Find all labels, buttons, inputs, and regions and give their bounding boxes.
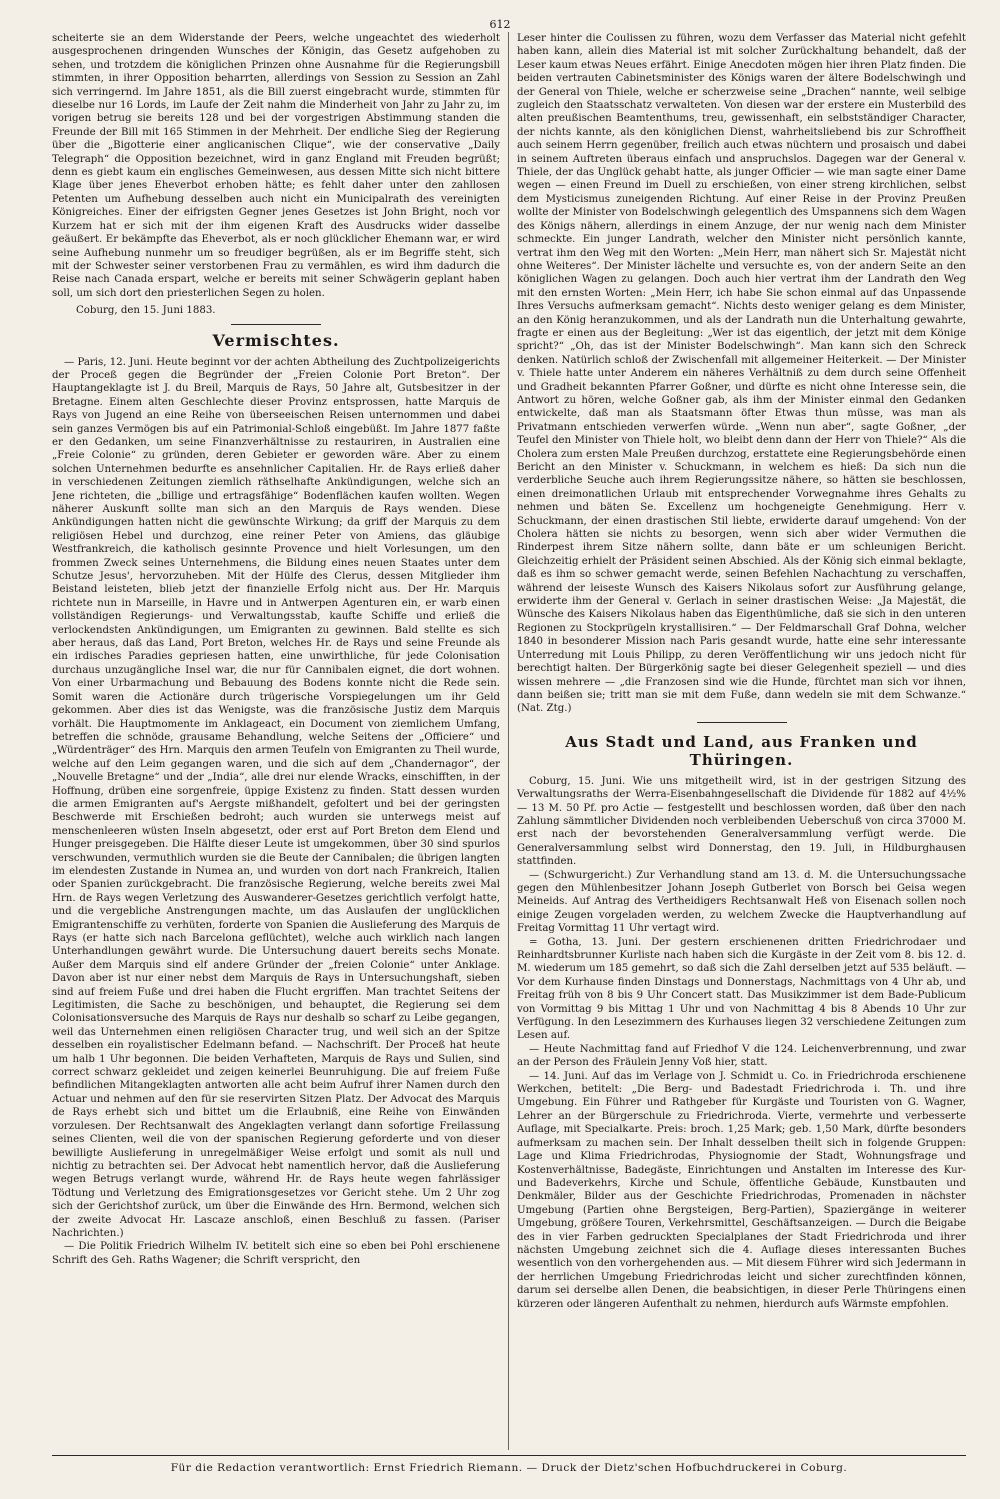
article-gotha: = Gotha, 13. Juni. Der gestern erschienenen dritten Friedrichrodaer und Reinhardtsbrunner Kurliste nach haben sich die Kurgäste in der Zeit vom 8. bis 12. d. M. wiederum um 185 gemehrt, so daß sich die Zahl derselben jetzt auf 535 beläuft. — Vor dem Kurhause finden Dinstags und Donnerstags, Nachmittags von 4 Uhr ab, und Freitag früh von 8 bis 9 Uhr Concert statt. Das Musikzimmer ist dem Bade-Publicum von Vormittag 9 bis Mittag 1 Uhr und von Nachmittag 4 bis 8 Abends 10 Uhr zur Verfügung. In den Lesezimmern des Kurhauses liegen 32 verschiedene Zeitungen zum Lesen auf. bbox=[517, 936, 966, 1042]
imprint-footer: Für die Redaction verantwortlich: Ernst Friedrich Riemann. — Druck der Dietz'schen Hofbuchdruckerei in Coburg. bbox=[170, 1462, 848, 1474]
footer-divider bbox=[52, 1455, 966, 1456]
article-lords-bill: scheiterte sie an dem Widerstande der Peers, welche ungeachtet des wiederholt ausgesprochenen dringenden Wunsches der Königin, das Gesetz aufgehoben zu sehen, und trotzdem die königlichen Prinzen ohne Ausnahme für die Regierungsbill stimmten, in ihrer Opposition beharrten, allerdings von Session zu Session an Zahl sich verringernd. Im Jahre 1851, als die Bill zuerst eingebracht wurde, stimmten für dieselbe nur 16 Lords, im Laufe der Zeit nahm die Minderheit von Jahr zu Jahr zu, im vorigen betrug sie bereits 128 und bei der vorgestrigen Abstimmung standen die Freunde der Bill mit 165 Stimmen in der Mehrheit. Der endliche Sieg der Regierung über die „Bigotterie einer anglicanischen Clique“, wie der conservative „Daily Telegraph“ die Opposition bezeichnet, wird in ganz England mit Freuden begrüßt; denn es giebt kaum ein englisches Gemeinwesen, aus dessen Mitte sich nicht bittere Klage über jenes Eheverbot erhoben hätte; es fehlt daher unter den zahllosen Petenten um Aufhebung desselben auch nicht ein Municipalrath des vereinigten Königreiches. Einer der eifrigsten Gegner jenes Gesetzes ist John Bright, noch vor Kurzem hat er sich mit der ihm eigenen Kraft des Ausdrucks wider dasselbe geäußert. Er bekämpfte das Eheverbot, als er noch glücklicher Ehemann war, er wird seine Aufhebung nunmehr um so freudiger begrüßen, als er im Begriffe steht, sich mit der Schwester seiner verstorbenen Frau zu vermählen, es wird ihm dadurch die Reise nach Canada erspart, welche er bereits mit seiner Schwägerin geplant haben soll, um sich dort den priesterlichen Segen zu holen. bbox=[52, 33, 500, 299]
article-anecdotes: Leser hinter die Coulissen zu führen, wozu dem Verfasser das Material nicht gefehlt haben kann, allein dies Material ist mit solcher Zurückhaltung behandelt, daß der Leser kaum etwas Neues erfährt. Einige Anecdoten mögen hier ihren Platz finden. Die beiden vertrauten Cabinetsminister des Königs waren der ältere Bodelschwingh und der General von Thiele, welche er scherzweise seine „Drachen“ nannte, weil selbige zugleich den Staatsschatz verwalteten. Von diesen war der erstere ein Musterbild des alten preußischen Beamtenthums, treu, gewissenhaft, ein selbstständiger Character, der nichts kannte, als den königlichen Dienst, wahrheitsliebend bis zur Schroffheit auch seinem Herrn gegenüber, freilich auch etwas nüchtern und prosaisch und dabei in seinem Auftreten überaus einfach und anspruchslos. Dagegen war der General v. Thiele, der das Unglück gehabt hatte, als junger Officier — wie man sagte einer Dame wegen — einen Freund im Duell zu erschießen, von einer streng kirchlichen, selbst dem Mysticismus zuneigenden Richtung. Auf einer Reise in der Provinz Preußen wollte der Minister von Bodelschwingh gelegentlich des Umspannens sich dem Wagen des Königs nähern, allerdings in einem Anzuge, der nur wenig nach dem Minister schmeckte. Ein junger Landrath, welcher den Minister nicht persönlich kannte, vertrat ihm den Weg mit den Worten: „Mein Herr, man nähert sich Sr. Majestät nicht ohne Weiteres“. Der Minister lächelte und versuchte es, von der andern Seite an den königlichen Wagen zu gelangen. Doch auch hier vertrat ihm der Landrath den Weg mit den ernsten Worten: „Mein Herr, ich habe Sie schon einmal auf das Unpassende Ihres Versuchs aufmerksam gemacht“. Nichts desto weniger gelang es dem Minister, an den König heranzukommen, und als der Landrath nun die Unterhaltung gewahrte, fragte er einen aus der Begleitung: „Wer ist das eigentlich, der jetzt mit dem Könige spricht?“ „Oh, das ist der Minister Bodelschwingh“. Man kann sich den Schreck denken. Natürlich schloß der Zwischenfall mit allgemeiner Heiterkeit. — Der Minister v. Thiele hatte unter Anderem ein näheres Verhältniß zu dem durch seine Offenheit und Gradheit bekannten Pfarrer Goßner, und dürfte es nicht ohne Interesse sein, die Antwort zu hören, welche Goßner gab, als ihm der Minister einmal den Gedanken entwickelte, daß man als Staatsmann öfter Etwas thun müsse, was man als Privatmann entschieden verwerfen würde. „Wenn nun aber“, sagte Goßner, „der Teufel den Minister von Thiele holt, wo bleibt denn dann der Herr von Thiele?“ Als die Cholera zum ersten Male Preußen durchzog, erstattete eine Regierungsbehörde einen Bericht an den Minister v. Schuckmann, in welchem es hieß: Da sich nun die verderbliche Seuche auch ihrem Regierungssitze nähere, so hätten sie beschlossen, einen dreimonatlichen Urlaub mit entsprechender Vorwegnahme ihres Gehalts zu nehmen und bäten Se. Excellenz um hochgeneigte Genehmigung. Herr v. Schuckmann, der einen drastischen Stil liebte, erwiderte darauf umgehend: Von der Cholera hätten sie nichts zu besorgen, wenn sich aber wider Vermuthen die Rinderpest ihrem Sitze nähern sollte, dann bäte er um schleunigen Bericht. Gleichzeitig erhielt der Präsident seinen Abschied. Als der König sich einmal beklagte, daß es ihm so schwer gemacht werde, seinen Befehlen Nachachtung zu verschaffen, während der leiseste Wunsch des Kaisers Nikolaus sofort zur Ausführung gelange, erwiderte ihm der General v. Gerlach in seiner drastischen Weise: „Ja Majestät, die Wünsche des Kaisers Nikolaus haben das Eigenthümliche, daß sie sich in den unteren Regionen zu Stockprügeln krystallisiren.“ — Der Feldmarschall Graf Dohna, welcher 1840 in besonderer Mission nach Paris gesandt wurde, hatte eine sehr interessante Unterredung mit Louis Philipp, zu deren Veröffentlichung wir uns jedoch nicht für berechtigt halten. Der Bürgerkönig sagte bei dieser Gelegenheit speziell — und dies wissen mehrere — „die Franzosen sind wie die Hunde, fürchtet man sich vor ihnen, dann beißen sie; tritt man sie mit dem Fuße, dann wedeln sie mit dem Schwanze.“ (Nat. Ztg.) bbox=[517, 33, 966, 715]
section-heading-vermischtes: Vermischtes. bbox=[212, 330, 340, 350]
article-leichenverbrennung: — Heute Nachmittag fand auf Friedhof V die 124. Leichenverbrennung, und zwar an der Person des Fräulein Jenny Voß hier, statt. bbox=[517, 1043, 966, 1069]
page-number: 612 bbox=[489, 18, 511, 31]
article-paris-trial: — Paris, 12. Juni. Heute beginnt vor der achten Abtheilung des Zuchtpolizeigerichts der Proceß gegen die Begründer der „Freien Colonie Port Breton“. Der Hauptangeklagte ist J. du Breil, Marquis de Rays, 50 Jahre alt, Gutsbesitzer in der Bretagne. Einem alten Geschlechte dieser Provinz entsprossen, hatte Marquis de Rays von Jugend an eine Reihe von überseeischen Reisen unternommen und dabei sein ganzes Vermögen bis auf ein Patrimonial-Schloß eingebüßt. Im Jahre 1877 faßte er den Gedanken, um seine Finanzverhältnisse zu restauriren, in Australien eine „Freie Colonie“ zu gründen, deren Gebieter er geworden wäre. Aber zu einem solchen Unternehmen bedurfte es ansehnlicher Capitalien. Hr. de Rays erließ daher in verschiedenen Zeitungen ziemlich räthselhafte Ankündigungen, welche sich an Jene richteten, die „billige und ertragsfähige“ Bodenflächen kaufen wollten. Wegen näherer Auskunft sollte man sich an den Marquis de Rays wenden. Diese Ankündigungen hatten nicht die gewünschte Wirkung; da griff der Marquis zu dem religiösen Hebel und durchzog, eine reiner Peter von Amiens, das gläubige Westfrankreich, die katholisch gesinnte Provence und hielt Vorlesungen, um den frommen Zweck seines Unternehmens, die Bildung eines neuen Staates unter dem Schutze Jesus', hervorzuheben. Mit der Hülfe des Clerus, dessen Mitglieder ihm Beistand leisteten, blieb jetzt der finanzielle Erfolg nicht aus. Der Hr. Marquis richtete nun in Marseille, in Havre und in Antwerpen Agenturen ein, er warb einen vollständigen Regierungs- und Verwaltungsstab, kaufte Schiffe und erließ die verlockendsten Ankündigungen, um Emigranten zu gewinnen. Bald stellte es sich aber heraus, daß das Land, Port Breton, welches Hr. de Rays und seine Freunde als ein irdisches Paradies gepriesen hatten, eine unwirthliche, für jede Colonisation durchaus unzugängliche Insel war, die nur für Cannibalen eignet, die dort wohnen. Von einer Urbarmachung und Bebauung des Bodens konnte nicht die Rede sein. Somit waren die Actionäre durch trügerische Vorspiegelungen um ihr Geld gekommen. Aber dies ist das Wenigste, was die französische Justiz dem Marquis vorhält. Die Hauptmomente im Anklageact, ein Document von ziemlichem Umfang, betreffen die schnöde, grausame Behandlung, welche Seitens der „Officiere“ und „Würdenträger“ des Hrn. Marquis den armen Teufeln von Emigranten zu Theil wurde, welche auf den Leim gegangen waren, und die sich auf dem „Chandernagor“, der „Nouvelle Bretagne“ und der „India“, alle drei nur elende Wracks, einschifften, in der Hoffnung, drüben eine sorgenfreie, üppige Existenz zu finden. Statt dessen wurden die armen Emigranten auf's Aergste mißhandelt, gefoltert und bei der geringsten Beschwerde mit Erschießen bedroht; auch wurden sie unterwegs meist auf menschenleeren wüsten Inseln abgesetzt, oder erst auf Port Breton dem Elend und Hunger preisgegeben. Die Hälfte dieser Leute ist umgekommen, über 30 sind spurlos verschwunden, vermuthlich wurden sie die Beute der Cannibalen; die übrigen langten im elendesten Zustande in Numea an, und wurden von dort nach Frankreich, Italien oder Spanien zurückgebracht. Die französische Regierung, welche bereits zwei Mal Hrn. de Rays wegen Verletzung des Auswanderer-Gesetzes gerichtlich verfolgt hatte, und die vergebliche Anstrengungen machte, um das Auslaufen der unglücklichen Emigrantenschiffe zu verhüten, forderte von Spanien die Auslieferung des Marquis de Rays (er hatte sich nach Barcelona geflüchtet), welche auch wirklich nach langen Unterhandlungen gewährt wurde. Die Untersuchung dauert bereits sechs Monate. Außer dem Marquis sind elf andere Gründer der „freien Colonie“ unter Anklage. Davon aber ist nur einer nebst dem Marquis de Rays in Untersuchungshaft, sieben sind auf freiem Fuße und drei haben die Flucht ergriffen. Man trachtet Seitens der Legitimisten, die Sache zu beschönigen, und behauptet, die Regierung sei dem Colonisationsversuche des Marquis de Rays nur deshalb so scharf zu Leibe gegangen, weil das Unternehmen einen religiösen Character trug, und weil sich an der Spitze desselben ein royalistischer Edelmann befand. — Nachschrift. Der Proceß hat heute um halb 1 Uhr begonnen. Die beiden Verhafteten, Marquis de Rays und Sulien, sind correct schwarz gekleidet und zeigen keinerlei Beunruhigung. Die auf freiem Fuße befindlichen Mitangeklagten antworten alle acht beim Aufruf ihrer Namen durch den Actuar und nehmen auf den für sie reservirten Sitzen Platz. Der Advocat des Marquis de Rays erhebt sich und bittet um die Erlaubniß, eine Reihe von Einwänden vorzulesen. Der Rechtsanwalt des Angeklagten verlangt dann sofortige Freilassung seines Clienten, weil die von der spanischen Regierung geforderte und von dieser bewilligte Auslieferung in unregelmäßiger Weise erfolgt und somit als null und nichtig zu betrachten sei. Der Advocat hebt namentlich hervor, daß die Auslieferung wegen Betrugs verlangt wurde, während Hr. de Rays heute wegen fahrlässiger Tödtung und Verletzung des Emigrationsgesetzes vor Gericht stehe. Um 2 Uhr zog sich der Gerichtshof zurück, um über die Einwände des Hrn. Bermond, welchen sich der zweite Advocat Hr. Lascaze anschloß, einen Beschluß zu fassen. (Pariser Nachrichten.) bbox=[52, 356, 500, 1239]
article-coburg: Coburg, 15. Juni. Wie uns mitgetheilt wird, ist in der gestrigen Sitzung des Verwaltungsraths der Werra-Eisenbahngesellschaft die Dividende für 1882 auf 4½% — 13 M. 50 Pf. pro Actie — festgestellt und beschlossen worden, daß über den nach Zahlung sämmtlicher Dividenden noch verbleibenden Ueberschuß von circa 37000 M. erst nach der bevorstehenden Generalversammlung verfügt werde. Die Generalversammlung selbst wird Donnerstag, den 19. Juli, in Hildburghausen stattfinden. bbox=[517, 775, 966, 868]
dateline: Coburg, den 15. Juni 1883. bbox=[76, 305, 216, 317]
text-columns bbox=[52, 32, 966, 1450]
section-divider bbox=[231, 324, 321, 325]
article-friedrichroda-guide: — 14. Juni. Auf das im Verlage von J. Schmidt u. Co. in Friedrichroda erschienene Werkchen, betitelt: „Die Berg- und Badestadt Friedrichroda i. Th. und ihre Umgebung. Ein Führer und Rathgeber für Kurgäste und Touristen von G. Wagner, Lehrer an der Bürgerschule zu Friedrichroda. Vierte, vermehrte und verbesserte Auflage, mit Specialkarte. Preis: broch. 1,25 Mark; geb. 1,50 Mark, dürfte besonders aufmerksam zu machen sein. Der Inhalt desselben theilt sich in folgende Gruppen: Lage und Klima Friedrichrodas, Physiognomie der Stadt, Wohnungsfrage und Kostenverhältnisse, Badegäste, Einrichtungen und Anstalten im Interesse des Kur- und Badeverkehrs, Kirche und Schule, öffentliche Gebäude, Kunstbauten und Denkmäler, Bilder aus der Geschichte Friedrichrodas, Promenaden in nächster Umgebung (Partien ohne Bergsteigen, Berg-Partien), Spaziergänge in weiterer Umgebung, größere Touren, Verkehrsmittel, Geschäftsanzeigen. — Durch die Beigabe des in vier Farben gedruckten Specialplanes der Stadt Friedrichroda und ihrer nächsten Umgebung zeichnet sich die 4. Auflage dieses interessanten Buches wesentlich von den vorhergehenden aus. — Mit diesem Führer wird sich Jedermann in der herrlichen Umgebung Friedrichrodas leicht und sicher zurechtfinden können, darum sei derselbe allen Denen, die beabsichtigen, in dieser Perle Thüringens einen kürzeren oder längeren Aufenthalt zu nehmen, hierdurch aufs Wärmste empfohlen. bbox=[517, 1070, 966, 1310]
left-column bbox=[52, 32, 509, 1450]
section-divider bbox=[697, 722, 787, 723]
section-heading-stadt-und-land: Aus Stadt und Land, aus Franken und Thüringen. bbox=[565, 732, 918, 769]
right-column bbox=[509, 32, 966, 1450]
article-schwurgericht: — (Schwurgericht.) Zur Verhandlung stand am 13. d. M. die Untersuchungssache gegen den Mühlenbesitzer Johann Joseph Gutberlet von Borsch bei Geisa wegen Meineids. Auf Antrag des Vertheidigers Rechtsanwalt Heß von Eisenach sollen noch einige Zeugen vorgeladen werden, zu welchem Zwecke die Hauptverhandlung auf Freitag Vormittag 11 Uhr vertagt wird. bbox=[517, 869, 966, 935]
article-politik-friedrich-wilhelm: — Die Politik Friedrich Wilhelm IV. betitelt sich eine so eben bei Pohl erschienene Schrift des Geh. Raths Wagener; die Schrift verspricht, den bbox=[52, 1241, 500, 1266]
